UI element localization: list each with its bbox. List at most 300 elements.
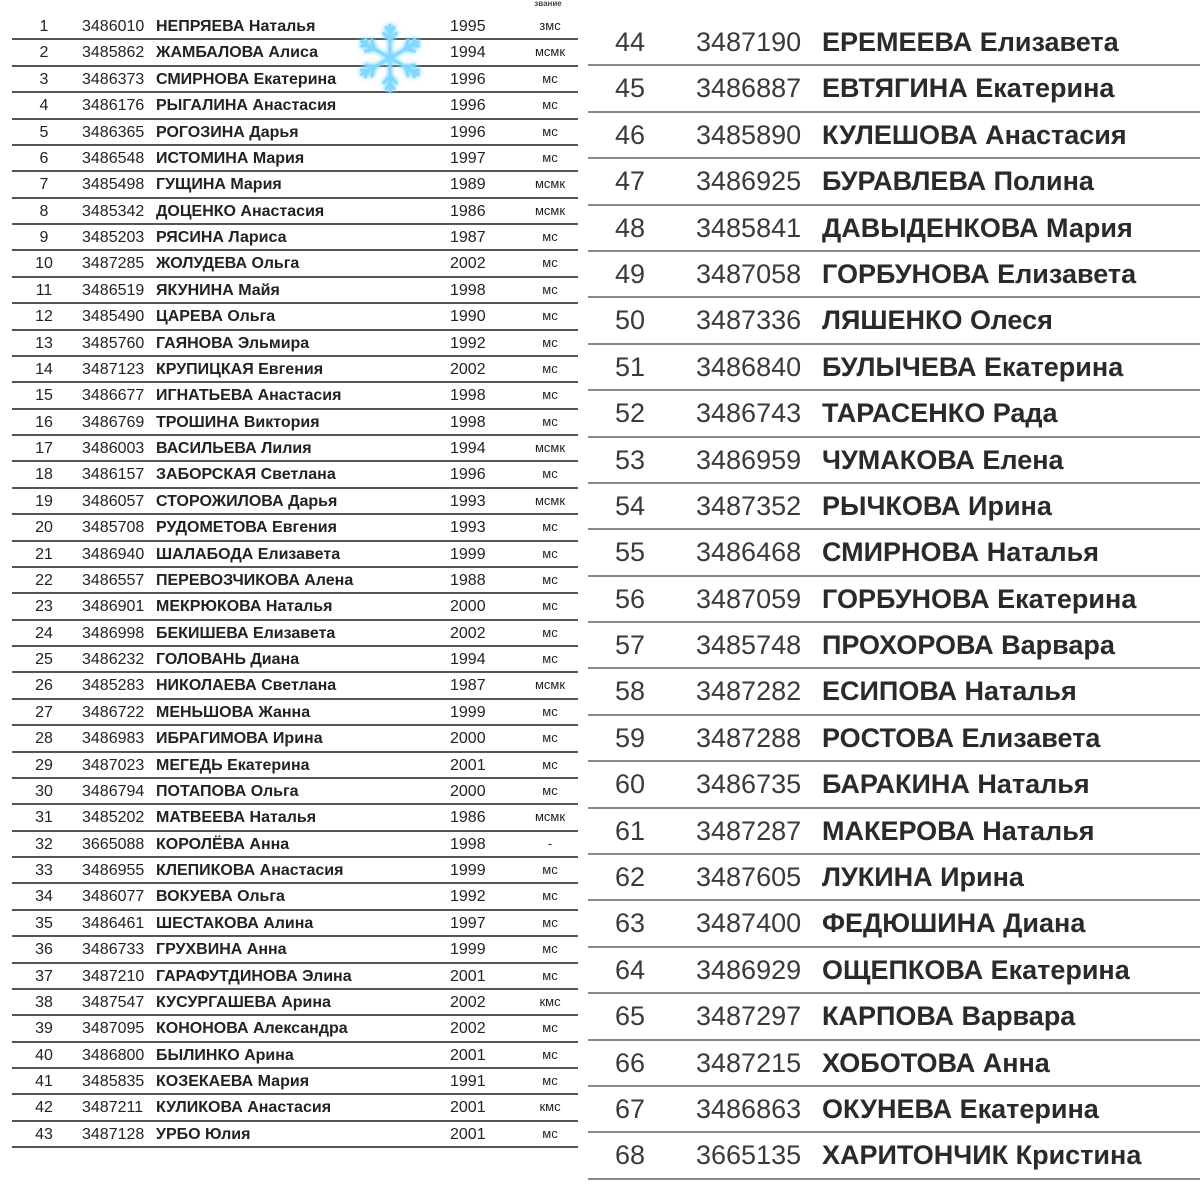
birth-year: 1987 — [450, 229, 486, 246]
athlete-rank: мсмк — [534, 809, 566, 825]
athlete-id: 3485202 — [82, 809, 145, 827]
athlete-id: 3486365 — [82, 123, 145, 141]
table-row — [12, 172, 578, 198]
table-row — [588, 252, 1200, 298]
athlete-id: 3485835 — [82, 1073, 145, 1090]
athlete-name: ГОЛОВАНЬ Диана — [156, 651, 300, 668]
athlete-rank: - — [547, 835, 553, 851]
athlete-name: ПЕРЕВОЗЧИКОВА Алена — [156, 571, 354, 589]
athlete-rank: мс — [542, 334, 558, 350]
birth-year: 1998 — [450, 387, 486, 405]
athlete-id: 3487058 — [696, 258, 802, 289]
athlete-rank: мс — [542, 651, 558, 666]
athlete-name: ШАЛАБОДА Елизавета — [156, 545, 341, 563]
table-row — [12, 199, 578, 225]
athlete-name: СТОРОЖИЛОВА Дарья — [156, 492, 338, 510]
athlete-rank: мс — [542, 149, 558, 165]
athlete-id: 3486863 — [696, 1093, 802, 1124]
athlete-id: 3486743 — [696, 398, 802, 429]
athlete-name: ХОБОТОВА Анна — [822, 1047, 1050, 1078]
athlete-id: 3485862 — [82, 44, 145, 62]
athlete-rank: мс — [542, 70, 558, 86]
table-row — [12, 621, 578, 647]
table-row — [588, 391, 1200, 437]
birth-year: 1997 — [450, 914, 486, 932]
athlete-name: ЧУМАКОВА Елена — [822, 444, 1064, 475]
athlete-name: ОЩЕПКОВА Екатерина — [822, 954, 1130, 985]
table-row — [12, 1043, 578, 1069]
birth-year: 2000 — [450, 598, 486, 616]
athlete-id: 3487128 — [82, 1125, 145, 1143]
athlete-name: УРБО Юлия — [156, 1125, 251, 1143]
table-row — [12, 410, 578, 436]
athlete-id: 3486929 — [696, 954, 802, 985]
table-row — [12, 331, 578, 357]
table-row — [588, 716, 1200, 762]
athlete-name: МАКЕРОВА Наталья — [822, 815, 1095, 846]
athlete-name: ЕРЕМЕЕВА Елизавета — [822, 27, 1119, 57]
table-row — [12, 383, 578, 409]
athlete-rank: мс — [542, 387, 558, 403]
athlete-name: ГУЩИНА Мария — [156, 176, 282, 194]
athlete-rank: мс — [542, 519, 558, 535]
athlete-id: 3486548 — [82, 149, 145, 167]
athlete-id: 3486677 — [82, 387, 145, 405]
athlete-rank: мс — [542, 862, 558, 877]
athlete-rank: мс — [542, 941, 558, 957]
table-row — [12, 1095, 578, 1121]
athlete-id: 3486887 — [696, 73, 802, 104]
row-number: 6 — [39, 149, 49, 167]
birth-year: 1998 — [450, 413, 486, 431]
table-row — [12, 1122, 578, 1148]
table-row — [12, 462, 578, 488]
birth-year: 1987 — [450, 677, 486, 695]
birth-year: 1996 — [450, 123, 486, 141]
row-number: 31 — [35, 809, 53, 827]
table-row — [588, 623, 1200, 669]
table-row — [12, 937, 578, 963]
athlete-id: 3487190 — [696, 27, 802, 57]
athlete-name: ЕВТЯГИНА Екатерина — [822, 73, 1115, 104]
row-number: 18 — [35, 466, 53, 484]
athlete-name: ЛЯШЕНКО Олеся — [822, 305, 1053, 336]
row-number: 15 — [35, 387, 53, 405]
row-number: 55 — [614, 537, 646, 568]
athlete-name: СМИРНОВА Екатерина — [156, 70, 337, 88]
row-number: 42 — [35, 1099, 53, 1117]
birth-year: 1994 — [450, 44, 486, 62]
table-row — [588, 530, 1200, 576]
birth-year: 1994 — [450, 440, 486, 457]
athlete-name: ЖОЛУДЕВА Ольга — [156, 255, 300, 273]
athlete-rank: мсмк — [534, 492, 566, 508]
athlete-id: 3486010 — [82, 18, 145, 35]
athlete-id: 3485490 — [82, 308, 145, 326]
athlete-name: МЕНЬШОВА Жанна — [156, 703, 311, 721]
athlete-name: ФЕДЮШИНА Диана — [822, 908, 1086, 939]
birth-year: 2002 — [450, 993, 486, 1011]
table-row — [12, 120, 578, 146]
athlete-rank: кмс — [539, 1099, 561, 1115]
athlete-name: ЯКУНИНА Майя — [156, 281, 280, 299]
table-row — [12, 515, 578, 541]
athlete-name: МАТВЕЕВА Наталья — [156, 809, 317, 827]
athlete-id: 3486733 — [82, 941, 145, 959]
athlete-name: НЕПРЯЕВА Наталья — [156, 18, 316, 35]
athlete-name: ПОТАПОВА Ольга — [156, 782, 299, 800]
left-table-panel — [0, 0, 588, 1200]
table-row — [12, 67, 578, 93]
athlete-name: ЖАМБАЛОВА Алиса — [156, 44, 318, 62]
athlete-rank: мсмк — [534, 176, 566, 192]
athlete-id: 3487211 — [82, 1099, 144, 1117]
birth-year: 1991 — [450, 1073, 486, 1090]
athlete-id: 3486003 — [82, 440, 145, 457]
row-number: 51 — [614, 351, 646, 382]
athlete-id: 3487285 — [82, 255, 145, 273]
athlete-rank: мс — [542, 888, 558, 904]
athlete-name: КЛЕПИКОВА Анастасия — [156, 862, 344, 879]
birth-year: 1998 — [450, 835, 486, 853]
row-number: 1 — [39, 18, 49, 35]
athlete-id: 3485841 — [696, 212, 802, 243]
row-number: 33 — [35, 862, 53, 879]
row-number: 50 — [614, 305, 646, 336]
athlete-id: 3486722 — [82, 703, 145, 721]
athlete-rank: мс — [542, 914, 558, 930]
athlete-name: ГОРБУНОВА Екатерина — [822, 583, 1137, 614]
athlete-name: БЫЛИНКО Арина — [156, 1046, 294, 1064]
table-row — [12, 40, 578, 66]
athlete-id: 3486940 — [82, 545, 145, 563]
athlete-id: 3486077 — [82, 888, 145, 906]
row-number: 3 — [39, 70, 49, 88]
athlete-id: 3486157 — [82, 466, 145, 484]
athlete-name: ХАРИТОНЧИК Кристина — [822, 1140, 1142, 1171]
row-number: 52 — [614, 398, 646, 429]
athlete-rank: мс — [542, 308, 558, 324]
athlete-name: ТАРАСЕНКО Рада — [822, 398, 1058, 429]
athlete-name: НИКОЛАЕВА Светлана — [156, 677, 337, 695]
athlete-id: 3485760 — [82, 334, 145, 352]
snowflake-icon — [352, 20, 428, 96]
table-row — [12, 858, 578, 884]
athlete-name: КОЗЕКАЕВА Мария — [156, 1073, 310, 1090]
athlete-id: 3486735 — [696, 769, 802, 800]
athlete-id: 3487352 — [696, 490, 802, 521]
table-row — [12, 726, 578, 752]
row-number: 47 — [614, 166, 646, 197]
birth-year: 1998 — [450, 281, 486, 299]
athlete-id: 3485498 — [82, 176, 145, 194]
athlete-name: РЫЧКОВА Ирина — [822, 490, 1052, 521]
row-number: 9 — [39, 229, 49, 246]
row-number: 11 — [35, 281, 53, 299]
row-number: 49 — [614, 258, 646, 289]
row-number: 25 — [35, 651, 53, 668]
table-row — [12, 568, 578, 594]
athlete-name: ИГНАТЬЕВА Анастасия — [156, 387, 342, 405]
table-row — [12, 357, 578, 383]
table-row — [588, 298, 1200, 344]
athlete-id: 3665088 — [82, 835, 145, 853]
athlete-rank: мс — [542, 1046, 558, 1062]
athlete-name: КУЛИКОВА Анастасия — [156, 1099, 332, 1117]
table-row — [12, 700, 578, 726]
table-row — [588, 855, 1200, 901]
row-number: 61 — [614, 815, 646, 846]
row-number: 29 — [35, 756, 53, 774]
birth-year: 2001 — [450, 756, 486, 774]
row-number: 23 — [35, 598, 53, 616]
athlete-name: КОНОНОВА Александра — [156, 1020, 348, 1038]
athlete-name: ШЕСТАКОВА Алина — [156, 914, 314, 932]
athlete-id: 3487215 — [696, 1047, 802, 1078]
athlete-rank: мс — [542, 967, 558, 983]
table-row — [588, 762, 1200, 808]
athlete-name: ГРУХВИНА Анна — [156, 941, 287, 959]
athlete-rank: мс — [542, 255, 558, 271]
table-row — [588, 1087, 1200, 1133]
birth-year: 1999 — [450, 862, 486, 879]
row-number: 14 — [35, 360, 53, 378]
table-row — [588, 438, 1200, 484]
row-number: 27 — [35, 703, 53, 721]
athlete-name: КУСУРГАШЕВА Арина — [156, 993, 331, 1011]
table-row — [12, 14, 578, 40]
table-row — [12, 594, 578, 620]
athletes-table-right — [588, 20, 1200, 1180]
athlete-rank: мс — [542, 571, 558, 587]
table-row — [12, 225, 578, 251]
athlete-id: 3486232 — [82, 651, 145, 668]
athlete-id: 3486176 — [82, 97, 145, 115]
row-number: 35 — [35, 914, 53, 932]
birth-year: 2001 — [450, 1125, 486, 1143]
table-row — [12, 1016, 578, 1042]
athlete-id: 3486901 — [82, 598, 145, 616]
birth-year: 2002 — [450, 624, 486, 642]
athlete-rank: мсмк — [534, 440, 566, 455]
athlete-name: ГОРБУНОВА Елизавета — [822, 258, 1137, 289]
athlete-id: 3486769 — [82, 413, 145, 431]
birth-year: 1999 — [450, 941, 486, 959]
athlete-id: 3486519 — [82, 281, 145, 299]
athlete-name: ЗАБОРСКАЯ Светлана — [156, 466, 336, 484]
table-row — [588, 994, 1200, 1040]
athlete-name: МЕГЕДЬ Екатерина — [156, 756, 310, 774]
birth-year: 1986 — [450, 809, 486, 827]
table-row — [12, 779, 578, 805]
row-number: 7 — [39, 176, 49, 194]
athlete-id: 3486794 — [82, 782, 145, 800]
row-number: 68 — [614, 1140, 646, 1171]
athlete-id: 3487288 — [696, 722, 802, 753]
athlete-id: 3487059 — [696, 583, 802, 614]
birth-year: 2000 — [450, 782, 486, 800]
athlete-name: ЦАРЕВА Ольга — [156, 308, 276, 326]
row-number: 65 — [614, 1001, 646, 1032]
athlete-id: 3485203 — [82, 229, 145, 246]
row-number: 63 — [614, 908, 646, 939]
athlete-id: 3485748 — [696, 630, 802, 661]
row-number: 46 — [614, 119, 646, 150]
birth-year: 2001 — [450, 1046, 486, 1064]
athlete-rank: мсмк — [534, 44, 566, 60]
table-row — [12, 1069, 578, 1095]
table-row — [12, 884, 578, 910]
athlete-id: 3487297 — [696, 1001, 802, 1032]
birth-year: 1997 — [450, 149, 486, 167]
birth-year: 1994 — [450, 651, 486, 668]
athlete-name: БАРАКИНА Наталья — [822, 769, 1090, 800]
athlete-id: 3487210 — [82, 967, 145, 985]
table-row — [12, 673, 578, 699]
row-number: 34 — [35, 888, 53, 906]
athlete-id: 3485890 — [696, 119, 802, 150]
athlete-rank: мс — [542, 97, 558, 113]
table-row — [588, 809, 1200, 855]
athlete-name: КОРОЛЁВА Анна — [156, 835, 290, 853]
athlete-id: 3487023 — [82, 756, 145, 774]
table-row — [12, 805, 578, 831]
row-number: 43 — [35, 1125, 53, 1143]
table-row — [12, 489, 578, 515]
birth-year: 2002 — [450, 255, 486, 273]
athlete-name: ОКУНЕВА Екатерина — [822, 1093, 1099, 1124]
table-row — [588, 948, 1200, 994]
table-row — [588, 577, 1200, 623]
athlete-id: 3486959 — [696, 444, 802, 475]
birth-year: 1990 — [450, 308, 486, 326]
birth-year: 1992 — [450, 334, 486, 352]
athlete-id: 3487095 — [82, 1020, 145, 1038]
row-number: 22 — [35, 571, 53, 589]
athlete-id: 3487336 — [696, 305, 802, 336]
row-number: 44 — [614, 27, 646, 57]
athlete-name: ЕСИПОВА Наталья — [822, 676, 1077, 707]
athlete-rank: мсмк — [534, 677, 566, 693]
athlete-rank: мс — [542, 1125, 558, 1141]
athlete-rank: мс — [542, 413, 558, 429]
row-number: 57 — [614, 630, 646, 661]
athlete-name: РЫГАЛИНА Анастасия — [156, 97, 337, 115]
birth-year: 1996 — [450, 70, 486, 88]
athlete-id: 3487605 — [696, 862, 802, 893]
row-number: 30 — [35, 782, 53, 800]
table-row — [588, 1133, 1200, 1179]
birth-year: 1989 — [450, 176, 486, 194]
athlete-rank: мс — [542, 1020, 558, 1036]
athlete-name: ВАСИЛЬЕВА Лилия — [156, 440, 312, 457]
athlete-id: 3486461 — [82, 914, 145, 932]
athlete-id: 3487287 — [696, 815, 802, 846]
athlete-rank: змс — [539, 18, 561, 33]
table-row — [12, 542, 578, 568]
birth-year: 1999 — [450, 703, 486, 721]
birth-year: 2002 — [450, 360, 486, 378]
row-number: 28 — [35, 730, 53, 748]
table-row — [12, 753, 578, 779]
table-row — [12, 93, 578, 119]
athlete-rank: кмс — [539, 993, 561, 1009]
row-number: 64 — [614, 954, 646, 985]
athlete-name: ИБРАГИМОВА Ирина — [156, 730, 323, 748]
table-row — [12, 436, 578, 462]
birth-year: 1993 — [450, 492, 486, 510]
birth-year: 1999 — [450, 545, 486, 563]
row-number: 53 — [614, 444, 646, 475]
athlete-id: 3485342 — [82, 202, 145, 220]
athlete-id: 3665135 — [696, 1140, 802, 1171]
row-number: 41 — [35, 1073, 53, 1090]
athlete-name: МЕКРЮКОВА Наталья — [156, 598, 333, 616]
athlete-id: 3486057 — [82, 492, 145, 510]
row-number: 24 — [35, 624, 53, 642]
athlete-rank: мс — [542, 1073, 558, 1088]
row-number: 8 — [39, 202, 49, 220]
athlete-name: БУЛЫЧЕВА Екатерина — [822, 351, 1124, 382]
athletes-table-left — [12, 14, 578, 1148]
athlete-rank: мс — [542, 756, 558, 772]
row-number: 56 — [614, 583, 646, 614]
table-row — [588, 345, 1200, 391]
row-number: 5 — [39, 123, 49, 141]
athlete-name: ГАЯНОВА Эльмира — [156, 334, 310, 352]
athlete-name: КРУПИЦКАЯ Евгения — [156, 360, 324, 378]
birth-year: 1986 — [450, 202, 486, 220]
row-number: 45 — [614, 73, 646, 104]
athlete-id: 3487123 — [82, 360, 145, 378]
row-number: 19 — [35, 492, 53, 510]
athlete-name: ИСТОМИНА Мария — [156, 149, 305, 167]
athlete-name: РОГОЗИНА Дарья — [156, 123, 299, 141]
row-number: 36 — [35, 941, 53, 959]
athlete-name: ЛУКИНА Ирина — [822, 862, 1024, 893]
athlete-name: ВОКУЕВА Ольга — [156, 888, 285, 906]
table-row — [588, 159, 1200, 205]
athlete-name: ТРОШИНА Виктория — [156, 413, 320, 431]
athlete-id: 3487547 — [82, 993, 145, 1011]
athlete-name: ДАВЫДЕНКОВА Мария — [822, 212, 1133, 243]
row-number: 2 — [39, 44, 49, 62]
table-row — [12, 990, 578, 1016]
birth-year: 2000 — [450, 730, 486, 748]
athlete-rank: мс — [542, 624, 558, 640]
row-number: 66 — [614, 1047, 646, 1078]
athlete-rank: мс — [542, 730, 558, 746]
birth-year: 2001 — [450, 967, 486, 985]
birth-year: 1988 — [450, 571, 486, 589]
athlete-rank: мс — [542, 703, 558, 719]
athlete-name: ПРОХОРОВА Варвара — [822, 630, 1115, 661]
row-number: 60 — [614, 769, 646, 800]
athlete-name: ГАРАФУТДИНОВА Элина — [156, 967, 352, 985]
athlete-id: 3486468 — [696, 537, 802, 568]
table-row — [588, 66, 1200, 112]
athlete-rank: мс — [542, 229, 558, 244]
athlete-name: РОСТОВА Елизавета — [822, 722, 1101, 753]
row-number: 32 — [35, 835, 53, 853]
row-number: 62 — [614, 862, 646, 893]
athlete-name: КУЛЕШОВА Анастасия — [822, 119, 1127, 150]
birth-year: 1996 — [450, 466, 486, 484]
table-row — [12, 911, 578, 937]
row-number: 10 — [35, 255, 53, 273]
right-table-panel — [588, 0, 1200, 1200]
athlete-id: 3486983 — [82, 730, 145, 748]
